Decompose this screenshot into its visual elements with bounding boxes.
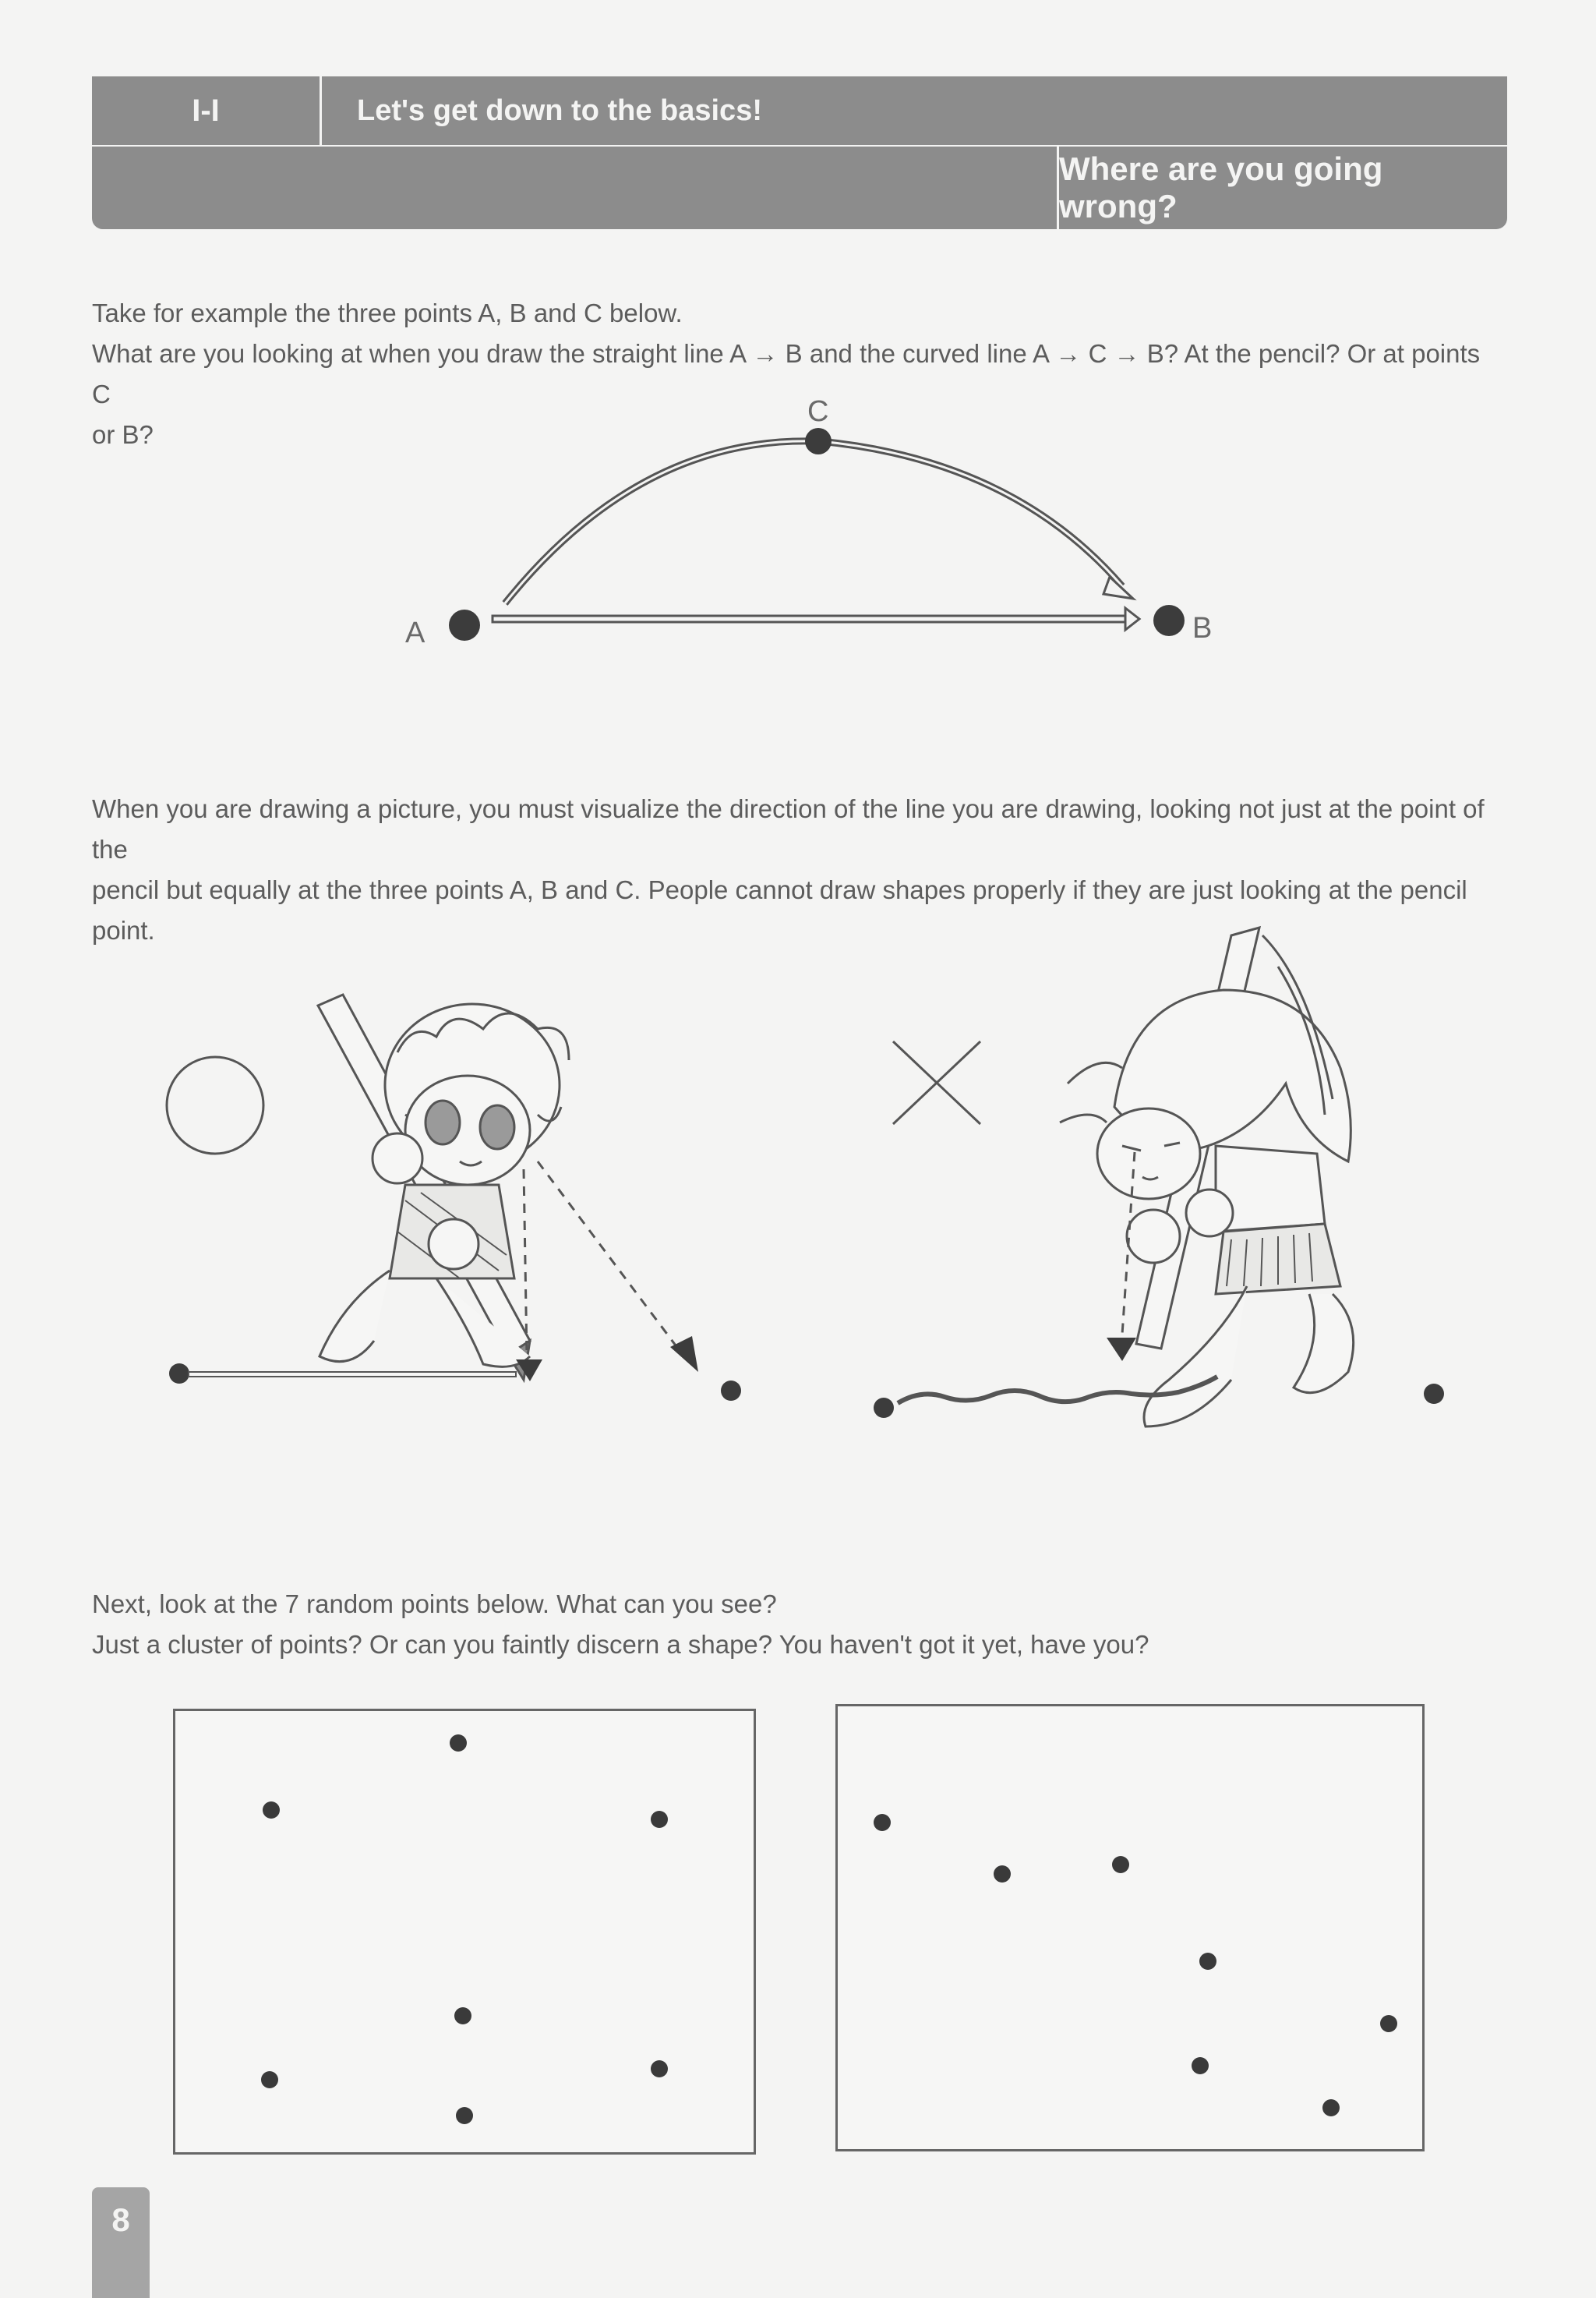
dot-box-right (835, 1704, 1425, 2151)
short-sight-line (1122, 1152, 1135, 1335)
points-line-1: Next, look at the 7 random points below. What can you see? (92, 1589, 777, 1618)
curve-a-to-c-inner (505, 441, 815, 603)
right-wobbly-line (898, 1377, 1217, 1403)
page-number: 8 (92, 2187, 150, 2298)
intro-paragraph (92, 293, 1495, 455)
right-target-point (1424, 1384, 1444, 1404)
left-start-point (169, 1363, 189, 1384)
girl-right-illustration (1060, 928, 1354, 1427)
sight-arrow-diagonal (670, 1336, 698, 1372)
explanation-line-2: pencil but equally at the three points A, B and C. People cannot draw shapes properly if they are just looking at the pencil point. (92, 875, 1467, 945)
straight-arrowhead (1125, 608, 1139, 630)
header-top-bar (92, 76, 1507, 145)
intro-line-3: or B? (92, 420, 154, 449)
intro-line-2: What are you looking at when you draw the straight line A → B and the curved line A → C → B? At the pencil? Or at points C (92, 339, 1481, 408)
left-target-point (721, 1381, 741, 1401)
points-line-2: Just a cluster of points? Or can you faintly discern a shape? You haven't got it yet, have you? (92, 1630, 1149, 1659)
dot-box-left (173, 1709, 756, 2155)
label-a: A (405, 617, 425, 649)
label-c: C (807, 395, 829, 428)
wrong-mark-stroke-1 (893, 1041, 980, 1124)
section-title: Let's get down to the basics! (357, 94, 762, 127)
explanation-paragraph (92, 789, 1495, 951)
point-a (449, 610, 480, 641)
intro-line-1: Take for example the three points A, B and C below. (92, 299, 683, 327)
curve-arrowhead (1103, 577, 1133, 599)
section-number: I-I (92, 76, 322, 145)
left-straight-line (189, 1372, 516, 1377)
chapter-header (92, 76, 1507, 229)
curve-a-to-c (505, 441, 815, 603)
short-sight-arrow (1107, 1338, 1136, 1361)
curve-c-to-b (820, 441, 1122, 586)
explanation-line-1: When you are drawing a picture, you must visualize the direction of the line you are drawing, looking not just at the point of the (92, 794, 1485, 864)
wrong-mark-stroke-2 (893, 1041, 980, 1124)
straight-line-a-to-b (493, 616, 1125, 622)
correct-mark-icon (167, 1057, 263, 1154)
right-start-point (874, 1398, 894, 1418)
section-subtitle: Where are you going wrong? (1057, 147, 1509, 229)
points-paragraph (92, 1584, 1495, 1665)
curve-c-to-b-inner (820, 441, 1122, 586)
sight-line-diagonal (538, 1161, 678, 1349)
label-b: B (1192, 612, 1213, 645)
point-b (1153, 605, 1185, 636)
sight-arrow-down (516, 1359, 542, 1381)
sight-line-down (524, 1169, 527, 1356)
girl-left-illustration (318, 995, 569, 1380)
